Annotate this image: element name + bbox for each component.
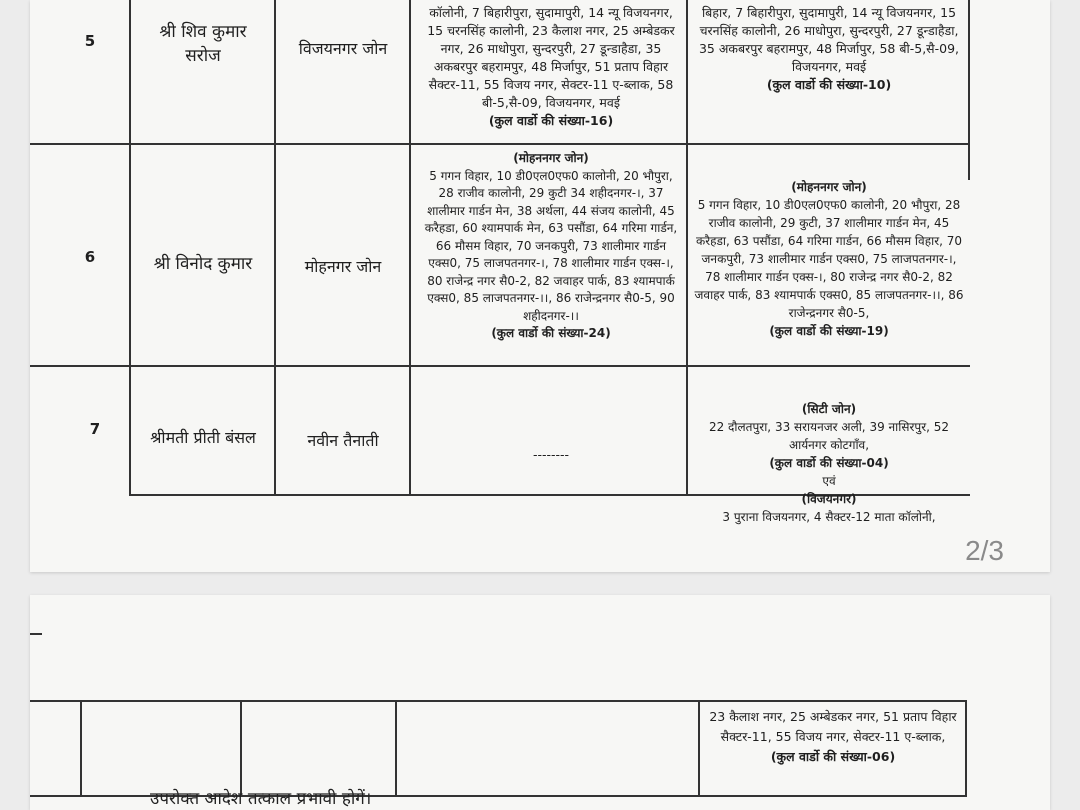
footer-order-text: उपरोक्त आदेश तत्काल प्रभावी होगें। [150,789,372,809]
ward-list: कॉलोनी, 7 बिहारीपुरा, सुदामापुरी, 14 न्यू विजयनगर, 15 चरनसिंह कालोनी, 23 कैलाश नगर, 25 अम्बेडकर नगर, 26 माधोपुरा, सुन्दरपुरी, 27 डून्डाहैडा, 35 अकबरपुर बहरामपुर, 48 मिर्जापुर, 51 प्रताप विहार सैक्टर-11, 55 विजय नगर, सेक्टर-11 ए-ब्लाक, 58 बी-5,सै-09, विजयनगर, मवई [427,5,675,110]
table-border [129,0,131,494]
zone-name: नवीन तैनाती [307,431,379,450]
table-border [395,700,397,795]
ward-count: (कुल वार्डो की संख्या-24) [491,326,611,340]
serial-number: 7 [89,420,101,438]
continued-wards-cell [704,707,962,767]
officer-name [134,20,272,68]
zone-heading: (मोहननगर जोन) [791,180,867,194]
officer-name-line: श्री शिव कुमार [159,22,247,42]
officer-name-line: सरोज [185,46,221,66]
table-border [30,633,42,635]
table-row-border [30,365,970,367]
document-page-3 [30,595,1050,810]
table-border [30,700,965,702]
table-border [965,700,967,795]
table-border [240,700,242,795]
table-border [409,0,411,494]
zone-heading: (विजयनगर) [801,492,857,506]
new-wards-cell [694,4,964,94]
table-border [274,0,276,494]
ward-list: बिहार, 7 बिहारीपुरा, सुदामापुरी, 14 न्यू विजयनगर, 15 चरनसिंह कालोनी, 26 माधोपुरा, सुन्दरपुरी, 27 डून्डाहैडा, 35 अकबरपुर बहरामपुर, 48 मिर्जापुर, 58 बी-5,सै-09, विजयनगर, मवई [698,5,960,74]
ward-count: (कुल वार्डो की संख्या-16) [488,113,614,128]
new-wards-cell [694,400,964,526]
table-border [80,700,82,795]
table-border [698,700,700,795]
conjunction-text: एवं [822,474,836,488]
officer-name: श्रीमती प्रीती बंसल [150,428,256,447]
ward-list: 5 गगन विहार, 10 डी0एल0एफ0 कालोनी, 20 भौपुरा, 28 राजीव कालोनी, 29 कुटी 34 शहीदनगर-।, 37 शालीमार गार्डन मेन, 38 अर्थला, 44 संजय कालोनी, 45 करैहडा, 60 श्यामपार्क मेन, 63 पसौंडा, 64 गरिमा गार्डन, 66 मौसम विहार, 70 जनकपुरी, 73 शालीमार गार्डन एक्स0, 75 लाजपतनगर-।, 78 शालीमार गार्डन एक्स-।, 80 राजेन्द्र नगर सै0-2, 82 जवाहर पार्क, 83 श्यामपार्क एक्स0, 85 लाजपतनगर-।।, 86 राजेन्द्रनगर सै0-5, 90 शहीदनगर-।। [424,168,678,323]
ward-list: 23 कैलाश नगर, 25 अम्बेडकर नगर, 51 प्रताप विहार सैक्टर-11, 55 विजय नगर, सेक्टर-11 ए-ब्लाक, [709,709,957,744]
ward-count: (कुल वार्डो की संख्या-06) [770,749,896,764]
ward-count: (कुल वार्डो की संख्या-04) [769,456,889,470]
zone-name: मोहनगर जोन [304,257,382,276]
serial-number: 6 [84,248,96,266]
table-row-border [30,143,970,145]
old-wards-cell [422,4,680,130]
serial-number: 5 [84,32,96,50]
ward-count: (कुल वार्डो की संख्या-19) [769,324,889,338]
new-wards-cell [694,178,964,340]
ward-count: (कुल वार्डो की संख्या-10) [766,77,892,92]
zone-heading: (मोहननगर जोन) [513,151,589,165]
table-border [686,0,688,494]
ward-list: 22 दौलतपुरा, 33 सरायनजर अली, 39 नासिरपुर, 52 आर्यनगर कोटगाँव, [708,420,950,452]
zone-heading: (सिटी जोन) [801,402,857,416]
document-page-2 [30,0,1050,572]
zone-name: विजयनगर जोन [298,39,388,58]
ward-list: 5 गगन विहार, 10 डी0एल0एफ0 कालोनी, 20 भौपुरा, 28 राजीव कालोनी, 29 कुटी, 37 शालीमार गार्डन मेन, 45 करैहडा, 63 पसौंडा, 64 गरिमा गार्डन, 66 मौसम विहार, 70 जनकपुरी, 73 शालीमार गार्डन एक्स0, 75 लाजपतनगर-।, 78 शालीमार गार्डन एक्स-।, 80 राजेन्द्र नगर सै0-2, 82 जवाहर पार्क, 83 श्यामपार्क एक्स0, 85 लाजपतनगर-।।, 86 राजेन्द्रनगर सै0-5, [694,198,964,320]
table-border [968,0,970,180]
old-wards-cell [422,150,680,343]
page-indicator: 2/3 [965,535,1004,566]
ward-list: 3 पुराना विजयनगर, 4 सैक्टर-12 माता कॉलोनी, [722,510,936,524]
officer-name: श्री विनोद कुमार [153,254,253,274]
old-wards-cell: -------- [532,447,570,462]
